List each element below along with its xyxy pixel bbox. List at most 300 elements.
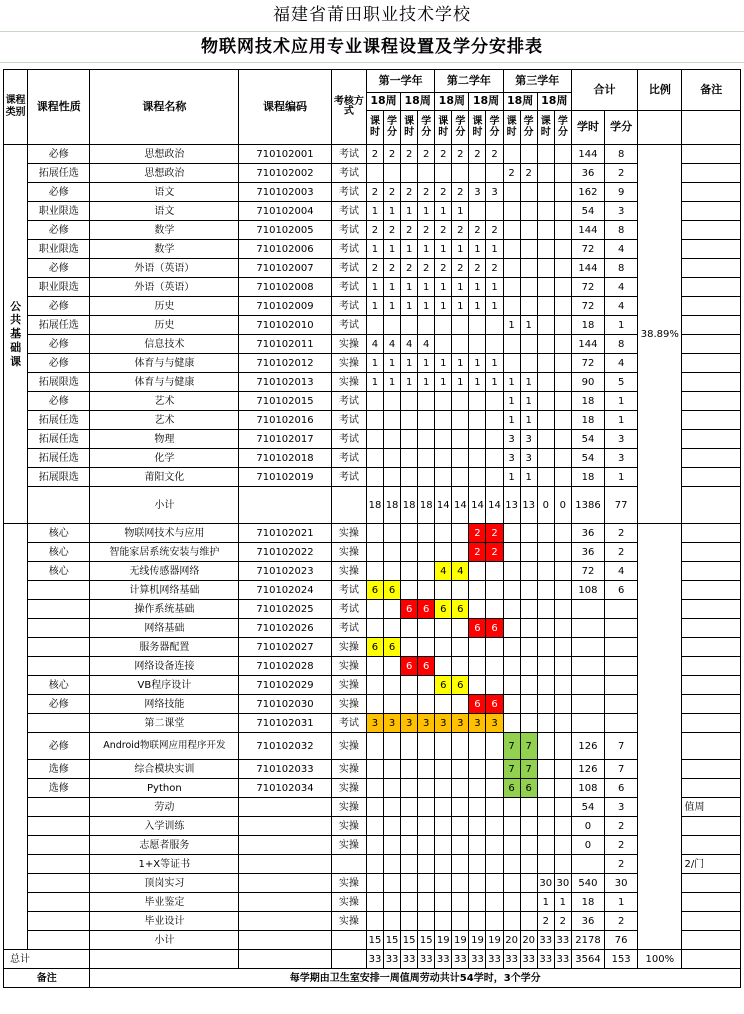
table-row	[4, 354, 741, 373]
semester-value: 2	[554, 912, 571, 931]
course-name: 莆阳文化	[90, 468, 239, 487]
header-year3: 第三学年	[503, 70, 571, 93]
semester-value: 2	[366, 221, 383, 240]
total-hours: 144	[571, 221, 604, 240]
semester-value	[554, 581, 571, 600]
semester-value	[503, 836, 520, 855]
semester-value: 6	[452, 600, 469, 619]
semester-value	[554, 449, 571, 468]
semester-value	[435, 524, 452, 543]
table-row	[4, 373, 741, 392]
semester-value	[520, 562, 537, 581]
semester-value	[401, 524, 418, 543]
semester-value: 3	[435, 714, 452, 733]
total-credits: 4	[605, 354, 638, 373]
remark-value: 2/门	[682, 855, 741, 874]
semester-value	[520, 817, 537, 836]
semester-value	[537, 524, 554, 543]
total-hours: 72	[571, 562, 604, 581]
remark-value	[682, 202, 741, 221]
course-nature	[28, 874, 90, 893]
semester-value	[418, 316, 435, 335]
semester-value: 2	[469, 543, 486, 562]
course-schedule-table	[3, 69, 741, 988]
semester-value	[384, 430, 401, 449]
semester-value	[366, 760, 383, 779]
category-public-basic: 公共基础课	[4, 145, 28, 524]
total-label: 总计	[4, 950, 90, 969]
header-remark: 备注	[682, 70, 741, 111]
semester-value	[384, 543, 401, 562]
semester-value	[435, 657, 452, 676]
total-hours: 54	[571, 798, 604, 817]
semester-value	[503, 278, 520, 297]
semester-value	[435, 543, 452, 562]
semester-value: 4	[435, 562, 452, 581]
course-code: 710102017	[239, 430, 332, 449]
semester-value	[469, 430, 486, 449]
semester-value	[486, 449, 503, 468]
exam-type: 实操	[331, 836, 366, 855]
note-label: 备注	[4, 969, 90, 988]
semester-value	[469, 581, 486, 600]
semester-value	[452, 411, 469, 430]
semester-value	[554, 760, 571, 779]
semester-value	[469, 817, 486, 836]
semester-value	[469, 449, 486, 468]
semester-value	[384, 912, 401, 931]
course-name: 物理	[90, 430, 239, 449]
semester-value: 3	[503, 430, 520, 449]
semester-value	[554, 695, 571, 714]
course-code	[239, 836, 332, 855]
semester-value: 1	[435, 202, 452, 221]
semester-value	[554, 430, 571, 449]
semester-value: 1	[469, 373, 486, 392]
table-row	[4, 874, 741, 893]
semester-value	[384, 817, 401, 836]
semester-value	[418, 733, 435, 760]
semester-value: 2	[537, 912, 554, 931]
header-credits: 学分	[554, 111, 571, 145]
semester-value	[554, 638, 571, 657]
semester-value	[384, 619, 401, 638]
semester-value: 1	[503, 411, 520, 430]
semester-value	[554, 259, 571, 278]
course-nature	[28, 638, 90, 657]
remark-value	[682, 817, 741, 836]
semester-value: 4	[401, 335, 418, 354]
exam-type: 考试	[331, 164, 366, 183]
semester-value	[418, 893, 435, 912]
semester-value	[537, 638, 554, 657]
semester-value	[537, 411, 554, 430]
semester-value	[503, 798, 520, 817]
semester-value	[435, 392, 452, 411]
course-name: 数学	[90, 240, 239, 259]
total-credits: 1	[605, 411, 638, 430]
semester-value	[384, 600, 401, 619]
table-row	[4, 581, 741, 600]
total-hours	[571, 657, 604, 676]
semester-value	[384, 893, 401, 912]
semester-value	[503, 562, 520, 581]
table-row	[4, 543, 741, 562]
total-credits: 8	[605, 335, 638, 354]
semester-value	[537, 164, 554, 183]
remark-value	[682, 183, 741, 202]
course-name: 顶岗实习	[90, 874, 239, 893]
table-row	[4, 619, 741, 638]
semester-value	[452, 695, 469, 714]
semester-value	[418, 449, 435, 468]
exam-type: 实操	[331, 798, 366, 817]
total-credits: 8	[605, 259, 638, 278]
semester-value: 1	[384, 278, 401, 297]
exam-type: 实操	[331, 657, 366, 676]
semester-value	[418, 912, 435, 931]
exam-type: 实操	[331, 874, 366, 893]
semester-value	[554, 354, 571, 373]
semester-value: 3	[469, 183, 486, 202]
semester-value	[418, 638, 435, 657]
header-year2: 第二学年	[435, 70, 503, 93]
remark-value	[682, 931, 741, 950]
semester-value	[520, 638, 537, 657]
semester-value: 6	[435, 600, 452, 619]
semester-value: 1	[418, 297, 435, 316]
course-code: 710102011	[239, 335, 332, 354]
semester-value: 2	[401, 145, 418, 164]
exam-type: 实操	[331, 760, 366, 779]
semester-value	[520, 297, 537, 316]
semester-value	[537, 562, 554, 581]
semester-value	[486, 733, 503, 760]
school-title: 福建省莆田职业技术学校	[0, 0, 744, 32]
semester-value	[537, 836, 554, 855]
semester-value	[435, 798, 452, 817]
course-nature	[28, 619, 90, 638]
semester-value	[537, 335, 554, 354]
course-code	[239, 874, 332, 893]
total-credits: 3	[605, 202, 638, 221]
remark-value	[682, 316, 741, 335]
header-remark-blank	[682, 111, 741, 145]
semester-value	[452, 430, 469, 449]
course-code: 710102029	[239, 676, 332, 695]
exam-type	[331, 855, 366, 874]
total-credits: 2	[605, 164, 638, 183]
semester-value: 3	[401, 714, 418, 733]
semester-value	[366, 619, 383, 638]
semester-value: 14	[452, 487, 469, 524]
semester-value: 20	[503, 931, 520, 950]
course-code: 710102005	[239, 221, 332, 240]
semester-value	[452, 543, 469, 562]
exam-type: 实操	[331, 354, 366, 373]
semester-value	[486, 817, 503, 836]
semester-value	[554, 798, 571, 817]
semester-value: 13	[503, 487, 520, 524]
semester-value: 33	[554, 950, 571, 969]
header-category: 课程类别	[4, 70, 28, 145]
semester-value	[418, 392, 435, 411]
semester-value: 1	[401, 373, 418, 392]
semester-value: 1	[366, 278, 383, 297]
course-code: 710102010	[239, 316, 332, 335]
semester-value: 2	[452, 145, 469, 164]
semester-value: 1	[401, 297, 418, 316]
course-name: 网络基础	[90, 619, 239, 638]
semester-value	[452, 874, 469, 893]
exam-type: 实操	[331, 335, 366, 354]
semester-value	[366, 836, 383, 855]
course-nature: 职业限选	[28, 240, 90, 259]
semester-value: 1	[435, 297, 452, 316]
semester-value: 33	[452, 950, 469, 969]
semester-value: 6	[418, 657, 435, 676]
remark-value	[682, 619, 741, 638]
semester-value: 2	[366, 259, 383, 278]
semester-value: 19	[452, 931, 469, 950]
total-credits: 7	[605, 760, 638, 779]
semester-value	[554, 164, 571, 183]
category-professional	[4, 524, 28, 950]
course-name: 无线传感器网络	[90, 562, 239, 581]
table-row	[4, 183, 741, 202]
semester-value: 2	[469, 145, 486, 164]
semester-value	[503, 335, 520, 354]
semester-value	[486, 562, 503, 581]
semester-value	[418, 430, 435, 449]
semester-value	[537, 581, 554, 600]
semester-value	[366, 543, 383, 562]
exam-type: 实操	[331, 524, 366, 543]
semester-value: 0	[554, 487, 571, 524]
table-row	[4, 817, 741, 836]
semester-value	[469, 657, 486, 676]
semester-value	[537, 779, 554, 798]
semester-value: 1	[384, 297, 401, 316]
semester-value: 1	[486, 278, 503, 297]
course-nature: 必修	[28, 354, 90, 373]
course-nature	[28, 600, 90, 619]
course-name: 外语（英语）	[90, 259, 239, 278]
semester-value: 1	[418, 202, 435, 221]
table-row	[4, 695, 741, 714]
semester-value	[486, 836, 503, 855]
semester-value: 2	[486, 524, 503, 543]
semester-value	[435, 733, 452, 760]
table-row	[4, 259, 741, 278]
semester-value	[503, 600, 520, 619]
exam-type	[331, 487, 366, 524]
exam-type: 考试	[331, 259, 366, 278]
total-credits: 3	[605, 430, 638, 449]
semester-value: 2	[435, 221, 452, 240]
course-code: 710102026	[239, 619, 332, 638]
semester-value	[503, 297, 520, 316]
semester-value	[435, 468, 452, 487]
semester-value	[537, 714, 554, 733]
remark-value	[682, 543, 741, 562]
semester-value	[366, 392, 383, 411]
semester-value	[452, 316, 469, 335]
semester-value: 33	[486, 950, 503, 969]
semester-value: 7	[520, 733, 537, 760]
semester-value: 2	[384, 183, 401, 202]
total-hours: 0	[571, 817, 604, 836]
remark-value	[682, 145, 741, 164]
semester-value	[401, 855, 418, 874]
table-row	[4, 562, 741, 581]
semester-value: 1	[503, 316, 520, 335]
semester-value	[401, 733, 418, 760]
course-nature: 核心	[28, 524, 90, 543]
semester-value	[503, 695, 520, 714]
header-course-name: 课程名称	[90, 70, 239, 145]
semester-value: 4	[384, 335, 401, 354]
course-name: 操作系统基础	[90, 600, 239, 619]
table-row	[4, 760, 741, 779]
header-total-hours: 学时	[571, 111, 604, 145]
semester-value: 2	[452, 259, 469, 278]
semester-value: 1	[435, 354, 452, 373]
semester-value	[503, 202, 520, 221]
semester-value: 6	[401, 657, 418, 676]
semester-value: 2	[435, 145, 452, 164]
semester-value: 20	[520, 931, 537, 950]
semester-value	[486, 600, 503, 619]
semester-value: 3	[452, 714, 469, 733]
table-row	[4, 524, 741, 543]
course-name: 思想政治	[90, 145, 239, 164]
semester-value: 2	[401, 221, 418, 240]
course-name: 服务器配置	[90, 638, 239, 657]
semester-value	[520, 798, 537, 817]
remark-value	[682, 600, 741, 619]
semester-value: 1	[452, 240, 469, 259]
semester-value	[384, 524, 401, 543]
semester-value: 1	[418, 373, 435, 392]
table-title: 物联网技术应用专业课程设置及学分安排表	[0, 32, 744, 63]
course-code: 710102031	[239, 714, 332, 733]
ratio-value	[638, 524, 682, 950]
semester-value: 2	[384, 221, 401, 240]
header-week: 18周	[366, 93, 400, 111]
semester-value	[366, 468, 383, 487]
subtotal-row	[4, 487, 741, 524]
semester-value: 18	[401, 487, 418, 524]
course-nature: 拓展任选	[28, 430, 90, 449]
semester-value: 1	[401, 354, 418, 373]
semester-value: 1	[435, 373, 452, 392]
semester-value	[435, 893, 452, 912]
course-name: 综合模块实训	[90, 760, 239, 779]
semester-value	[435, 430, 452, 449]
exam-type: 考试	[331, 600, 366, 619]
semester-value: 2	[486, 543, 503, 562]
semester-value: 6	[401, 600, 418, 619]
total-hours: 18	[571, 392, 604, 411]
exam-type	[331, 950, 366, 969]
header-course-code: 课程编码	[239, 70, 332, 145]
semester-value	[537, 657, 554, 676]
remark-value	[682, 164, 741, 183]
semester-value: 1	[401, 240, 418, 259]
semester-value: 6	[486, 619, 503, 638]
semester-value: 1	[401, 202, 418, 221]
semester-value: 1	[469, 354, 486, 373]
semester-value: 2	[435, 259, 452, 278]
total-hours: 144	[571, 145, 604, 164]
semester-value	[537, 259, 554, 278]
remark-value	[682, 354, 741, 373]
total-hours: 2178	[571, 931, 604, 950]
exam-type: 实操	[331, 733, 366, 760]
course-nature	[28, 487, 90, 524]
course-nature: 拓展任选	[28, 164, 90, 183]
semester-value: 7	[503, 760, 520, 779]
semester-value	[384, 733, 401, 760]
course-nature: 拓展任选	[28, 411, 90, 430]
total-credits	[605, 695, 638, 714]
exam-type: 考试	[331, 297, 366, 316]
semester-value	[554, 240, 571, 259]
semester-value: 1	[401, 278, 418, 297]
semester-value	[435, 855, 452, 874]
total-credits: 77	[605, 487, 638, 524]
semester-value: 1	[452, 202, 469, 221]
course-nature	[28, 893, 90, 912]
semester-value: 2	[384, 145, 401, 164]
semester-value	[554, 714, 571, 733]
total-credits: 7	[605, 733, 638, 760]
course-name: 入学训练	[90, 817, 239, 836]
semester-value: 2	[486, 145, 503, 164]
remark-value	[682, 638, 741, 657]
semester-value: 30	[554, 874, 571, 893]
semester-value	[452, 619, 469, 638]
remark-value	[682, 335, 741, 354]
course-name: 劳动	[90, 798, 239, 817]
course-name: 体育与与健康	[90, 373, 239, 392]
course-name: 数学	[90, 221, 239, 240]
semester-value: 6	[486, 695, 503, 714]
semester-value	[401, 760, 418, 779]
semester-value	[435, 335, 452, 354]
semester-value	[520, 240, 537, 259]
semester-value: 2	[418, 259, 435, 278]
semester-value: 3	[384, 714, 401, 733]
semester-value	[452, 524, 469, 543]
course-code: 710102003	[239, 183, 332, 202]
semester-value	[366, 164, 383, 183]
semester-value	[554, 392, 571, 411]
table-row	[4, 392, 741, 411]
semester-value	[452, 164, 469, 183]
table-row	[4, 600, 741, 619]
semester-value	[537, 202, 554, 221]
remark-value	[682, 259, 741, 278]
course-name: VB程序设计	[90, 676, 239, 695]
exam-type: 实操	[331, 373, 366, 392]
semester-value	[418, 836, 435, 855]
semester-value	[486, 468, 503, 487]
course-nature: 拓展任选	[28, 316, 90, 335]
semester-value: 1	[486, 240, 503, 259]
table-row	[4, 733, 741, 760]
